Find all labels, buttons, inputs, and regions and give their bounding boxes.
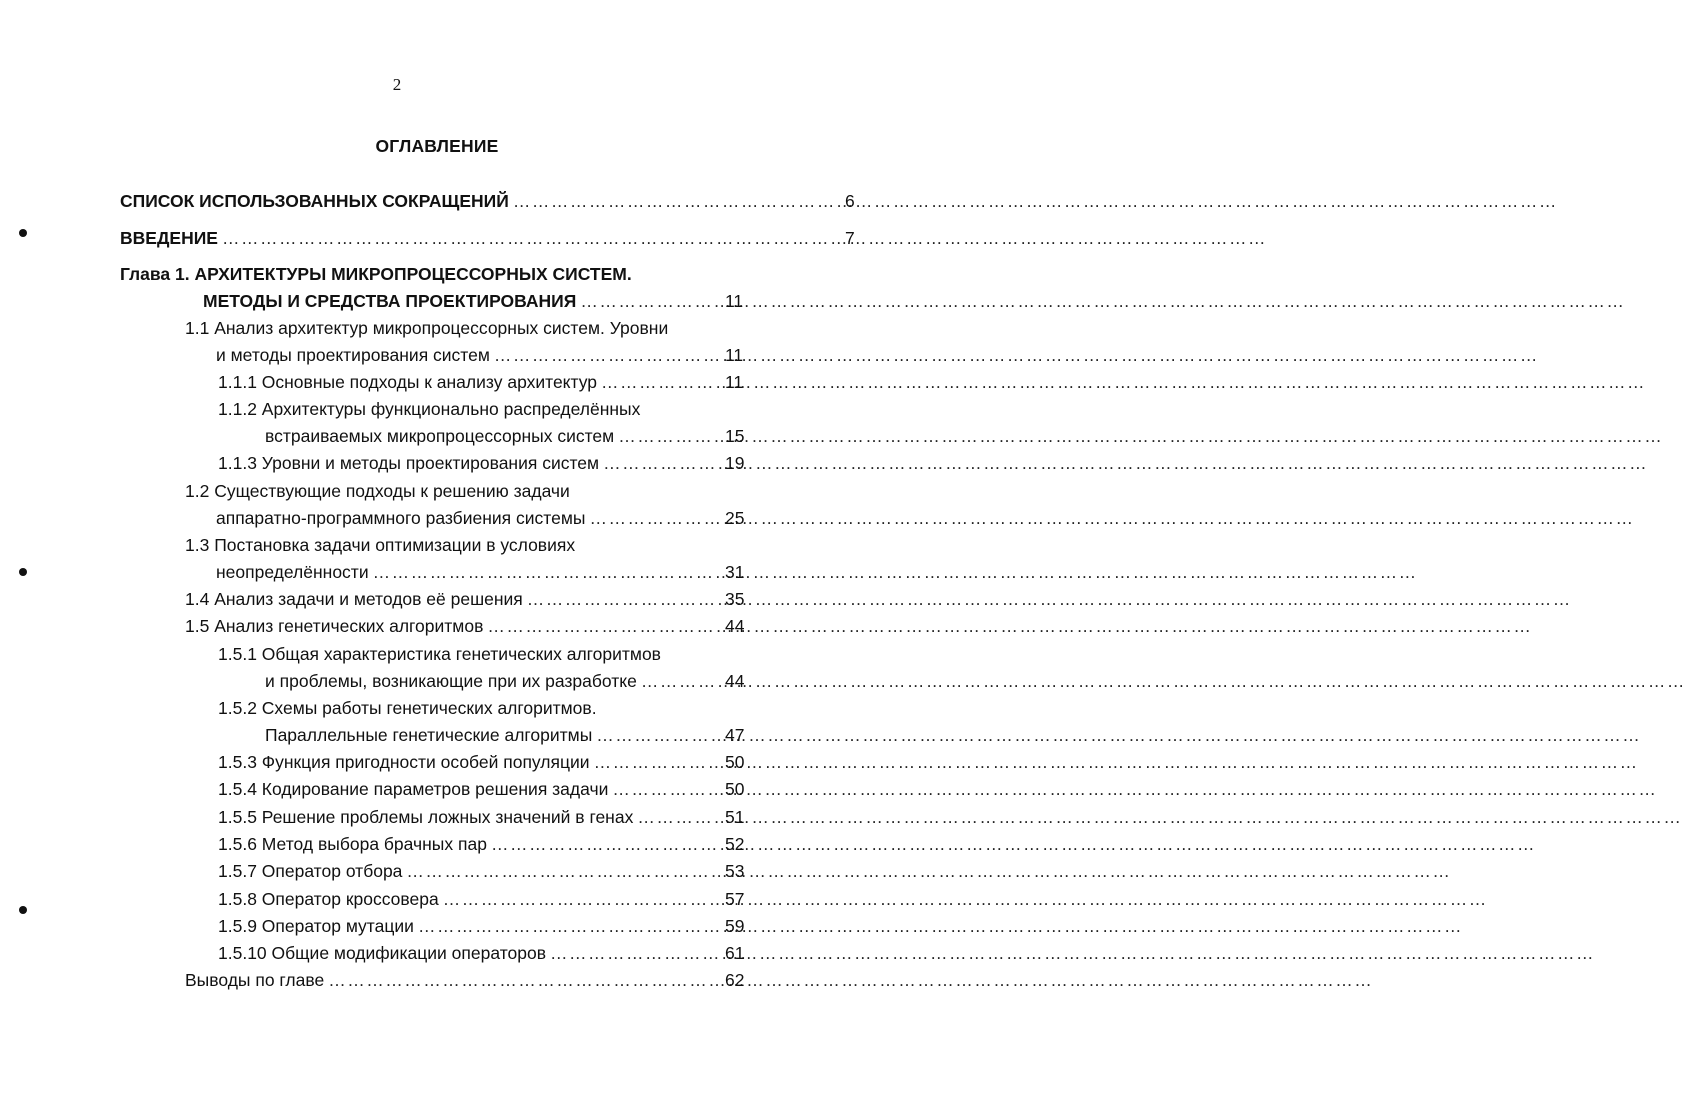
dot-leader xyxy=(487,614,716,638)
toc-entry-title: 1.5.1 Общая характеристика генетических алгоритмов xyxy=(218,644,661,664)
toc-entry-title: и проблемы, возникающие при их разработке xyxy=(265,671,637,691)
toc-section-1-5-3 xyxy=(218,750,745,774)
toc-section-1-1-2-line1 xyxy=(218,397,748,421)
dot-leader xyxy=(580,289,716,313)
toc-page-number: 19 xyxy=(725,453,745,473)
toc-entry-title: 1.5.7 Оператор отбора xyxy=(218,861,403,881)
toc-entry-title: Параллельные генетические алгоритмы xyxy=(265,725,593,745)
toc-section-1-2-line1 xyxy=(185,479,755,503)
toc-page-number: 57 xyxy=(725,889,745,909)
toc-entry-title: СПИСОК ИСПОЛЬЗОВАННЫХ СОКРАЩЕНИЙ xyxy=(120,191,509,211)
toc-entry-title: 1.1.1 Основные подходы к анализу архитектур xyxy=(218,372,598,392)
toc-section-1-4 xyxy=(185,587,745,611)
toc-page-number: 62 xyxy=(725,970,745,990)
toc-entry-title: встраиваемых микропроцессорных систем xyxy=(265,426,615,446)
toc-page-number: 6 xyxy=(845,191,855,211)
toc-entry-title: 1.5.3 Функция пригодности особей популяции xyxy=(218,752,590,772)
dot-leader xyxy=(222,226,716,250)
dot-leader xyxy=(373,560,716,584)
toc-section-1-5-1-line1 xyxy=(218,642,758,666)
toc-entry-title: 1.5.10 Общие модификации операторов xyxy=(218,943,547,963)
toc-page-number: 15 xyxy=(725,426,745,446)
toc-entry-title: 1.5 Анализ генетических алгоритмов xyxy=(185,616,484,636)
toc-entry-title: ВВЕДЕНИЕ xyxy=(120,228,218,248)
toc-section-1-5 xyxy=(185,614,745,638)
dot-leader xyxy=(618,424,716,448)
toc-page-number: 44 xyxy=(725,671,745,691)
toc-entry-title: неопределённости xyxy=(216,562,369,582)
toc-entry-title: 1.5.5 Решение проблемы ложных значений в генах xyxy=(218,807,634,827)
toc-page-number: 51 xyxy=(725,807,745,827)
toc-entry-title: 1.1.3 Уровни и методы проектирования систем xyxy=(218,453,600,473)
toc-chapter-conclusions xyxy=(185,968,745,992)
toc-entry-title: 1.3 Постановка задачи оптимизации в условиях xyxy=(185,535,576,555)
toc-chapter-1-line1 xyxy=(120,262,720,286)
toc-section-1-3-line2 xyxy=(216,560,745,584)
toc-section-1-1-1 xyxy=(218,370,744,394)
toc-entry-introduction xyxy=(120,226,855,250)
toc-entry-abbreviations xyxy=(120,189,855,213)
toc-page-number: 44 xyxy=(725,616,745,636)
dot-leader xyxy=(550,941,716,965)
toc-entry-title: Глава 1. АРХИТЕКТУРЫ МИКРОПРОЦЕССОРНЫХ СИСТЕМ. xyxy=(120,264,632,284)
toc-section-1-5-5 xyxy=(218,805,745,829)
dot-leader xyxy=(513,189,716,213)
toc-page-number: 7 xyxy=(845,228,855,248)
toc-entry-title: 1.1 Анализ архитектур микропроцессорных систем. Уровни xyxy=(185,318,669,338)
toc-section-1-1-2-line2 xyxy=(265,424,745,448)
toc-section-1-5-8 xyxy=(218,887,745,911)
dot-leader xyxy=(641,669,716,693)
toc-entry-title: 1.5.4 Кодирование параметров решения задачи xyxy=(218,779,609,799)
dot-leader xyxy=(494,343,716,367)
toc-page-number: 47 xyxy=(725,725,745,745)
toc-section-1-5-9 xyxy=(218,914,745,938)
toc-section-1-1-3 xyxy=(218,451,745,475)
dot-leader xyxy=(601,370,716,394)
toc-section-1-5-2-line1 xyxy=(218,696,738,720)
toc-title: ОГЛАВЛЕНИЕ xyxy=(375,136,499,156)
toc-page-number: 11 xyxy=(725,372,744,392)
toc-section-1-1-line1 xyxy=(185,316,755,340)
toc-page-number: 52 xyxy=(725,834,745,854)
toc-section-1-5-10 xyxy=(218,941,745,965)
toc-page-number: 50 xyxy=(725,779,745,799)
page-number: 2 xyxy=(392,75,402,94)
toc-section-1-1-line2 xyxy=(216,343,744,367)
dot-leader xyxy=(612,777,716,801)
dot-leader xyxy=(596,723,716,747)
toc-section-1-3-line1 xyxy=(185,533,755,557)
toc-page-number: 25 xyxy=(725,508,745,528)
dot-leader xyxy=(527,587,716,611)
toc-section-1-5-1-line2 xyxy=(265,669,745,693)
toc-page-number: 59 xyxy=(725,916,745,936)
toc-entry-title: и методы проектирования систем xyxy=(216,345,490,365)
toc-page-number: 11 xyxy=(725,291,744,311)
toc-entry-title: МЕТОДЫ И СРЕДСТВА ПРОЕКТИРОВАНИЯ xyxy=(203,291,577,311)
dot-leader xyxy=(637,805,716,829)
toc-page-number: 11 xyxy=(725,345,744,365)
toc-entry-title: 1.5.6 Метод выбора брачных пар xyxy=(218,834,487,854)
toc-page-number: 61 xyxy=(725,943,745,963)
toc-section-1-2-line2 xyxy=(216,506,745,530)
toc-page-number: 31 xyxy=(725,562,745,582)
dot-leader xyxy=(418,914,716,938)
dot-leader xyxy=(406,859,716,883)
toc-entry-title: 1.2 Существующие подходы к решению задачи xyxy=(185,481,570,501)
toc-entry-title: 1.5.8 Оператор кроссовера xyxy=(218,889,439,909)
toc-section-1-5-6 xyxy=(218,832,745,856)
toc-chapter-1-line2 xyxy=(203,289,744,313)
dot-leader xyxy=(491,832,716,856)
toc-section-1-5-7 xyxy=(218,859,745,883)
dot-leader xyxy=(589,506,716,530)
toc-entry-title: 1.1.2 Архитектуры функционально распределённых xyxy=(218,399,641,419)
dot-leader xyxy=(603,451,716,475)
toc-entry-title: аппаратно-программного разбиения системы xyxy=(216,508,586,528)
dot-leader xyxy=(328,968,716,992)
toc-entry-title: Выводы по главе xyxy=(185,970,325,990)
toc-page-number: 50 xyxy=(725,752,745,772)
dot-leader xyxy=(443,887,716,911)
toc-section-1-5-4 xyxy=(218,777,745,801)
toc-entry-title: 1.5.9 Оператор мутации xyxy=(218,916,414,936)
toc-page-number: 35 xyxy=(725,589,745,609)
toc-page-number: 53 xyxy=(725,861,745,881)
dot-leader xyxy=(594,750,716,774)
toc-section-1-5-2-line2 xyxy=(265,723,745,747)
toc-entry-title: 1.5.2 Схемы работы генетических алгоритмов. xyxy=(218,698,597,718)
toc-entry-title: 1.4 Анализ задачи и методов её решения xyxy=(185,589,523,609)
